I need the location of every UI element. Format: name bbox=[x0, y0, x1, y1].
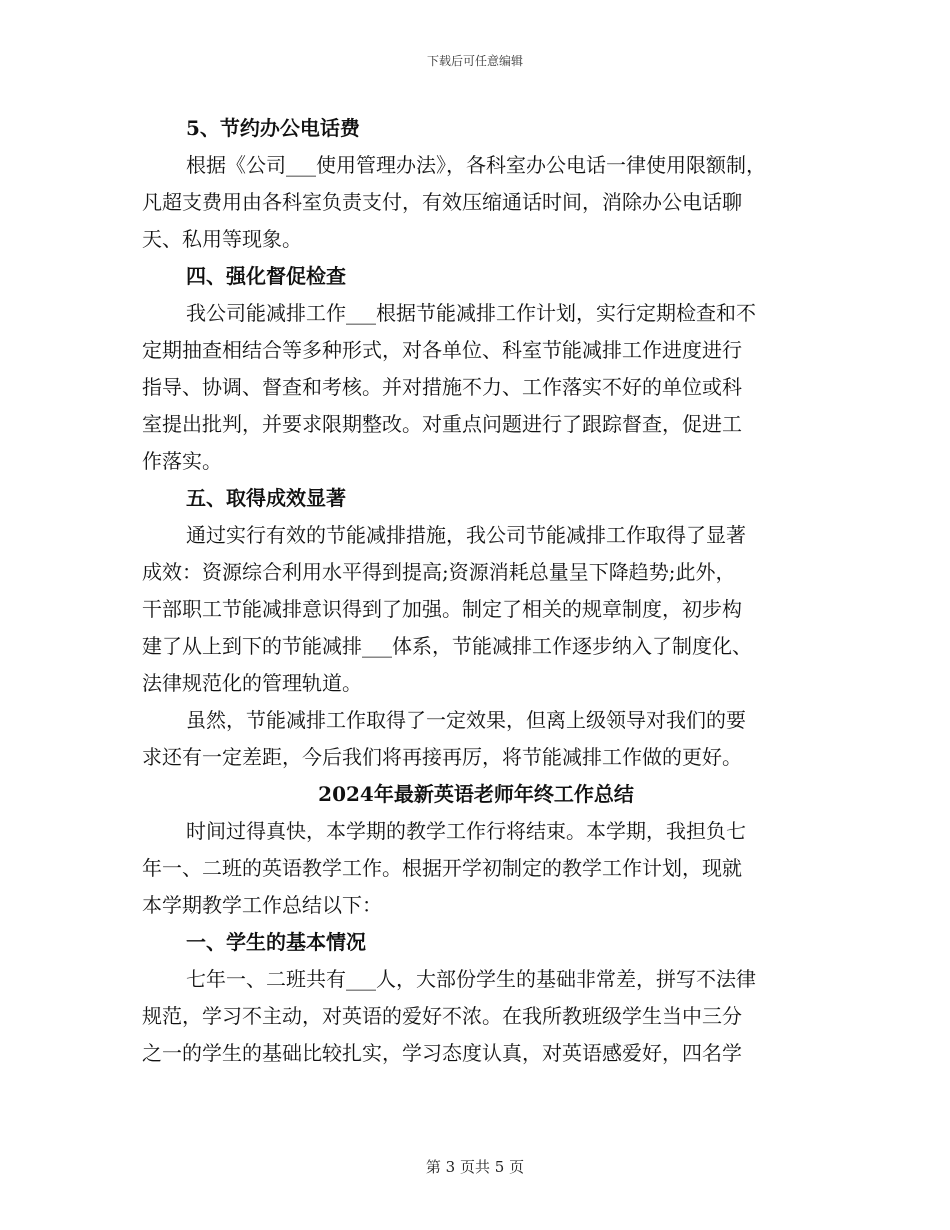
page-footer: 第 3 页共 5 页 bbox=[425, 1158, 525, 1176]
section-heading: 5、节约办公电话费 bbox=[186, 116, 360, 140]
section-heading: 四、强化督促检查 bbox=[186, 264, 346, 288]
text-line: 定期抽查相结合等多种形式，对各单位、科室节能减排工作进度进行 bbox=[142, 338, 742, 362]
text-line: 本学期教学工作总结以下： bbox=[142, 893, 382, 917]
text-line: 求还有一定差距，今后我们将再接再厉，将节能减排工作做的更好。 bbox=[142, 745, 742, 769]
text-line: 天、私用等现象。 bbox=[142, 227, 302, 251]
text-line: 通过实行有效的节能减排措施，我公司节能减排工作取得了显著 bbox=[186, 523, 746, 547]
document-body bbox=[142, 110, 810, 1072]
text-line: 之一的学生的基础比较扎实，学习态度认真，对英语感爱好，四名学 bbox=[142, 1041, 742, 1065]
section-heading: 一、学生的基本情况 bbox=[186, 930, 366, 954]
text-line: 时间过得真快，本学期的教学工作行将结束。本学期，我担负七 bbox=[186, 819, 746, 843]
document-title: 2024年最新英语老师年终工作总结 bbox=[318, 782, 634, 806]
text-line: 室提出批判，并要求限期整改。对重点问题进行了跟踪督查，促进工 bbox=[142, 412, 742, 436]
text-line: 凡超支费用由各科室负责支付，有效压缩通话时间，消除办公电话聊 bbox=[142, 190, 742, 214]
page-header: 下载后可任意编辑 bbox=[426, 54, 523, 68]
text-line: 作落实。 bbox=[142, 449, 222, 473]
section-heading: 五、取得成效显著 bbox=[186, 486, 346, 510]
text-line: 我公司能减排工作___根据节能减排工作计划，实行定期检查和不 bbox=[186, 301, 756, 325]
text-line: 虽然，节能减排工作取得了一定效果，但离上级领导对我们的要 bbox=[186, 708, 746, 732]
text-line: 建了从上到下的节能减排___体系，节能减排工作逐步纳入了制度化、 bbox=[142, 634, 752, 658]
text-line: 指导、协调、督查和考核。并对措施不力、工作落实不好的单位或科 bbox=[142, 375, 742, 399]
text-line: 法律规范化的管理轨道。 bbox=[142, 671, 362, 695]
text-line: 规范，学习不主动，对英语的爱好不浓。在我所教班级学生当中三分 bbox=[142, 1004, 742, 1028]
text-line: 七年一、二班共有___人，大部份学生的基础非常差，拼写不法律 bbox=[186, 967, 756, 991]
text-line: 根据《公司___使用管理办法》，各科室办公电话一律使用限额制， bbox=[186, 153, 766, 177]
text-line: 成效：资源综合利用水平得到提高;资源消耗总量呈下降趋势;此外， bbox=[142, 560, 736, 584]
text-line: 年一、二班的英语教学工作。根据开学初制定的教学工作计划，现就 bbox=[142, 856, 742, 880]
text-line: 干部职工节能减排意识得到了加强。制定了相关的规章制度，初步构 bbox=[142, 597, 742, 621]
